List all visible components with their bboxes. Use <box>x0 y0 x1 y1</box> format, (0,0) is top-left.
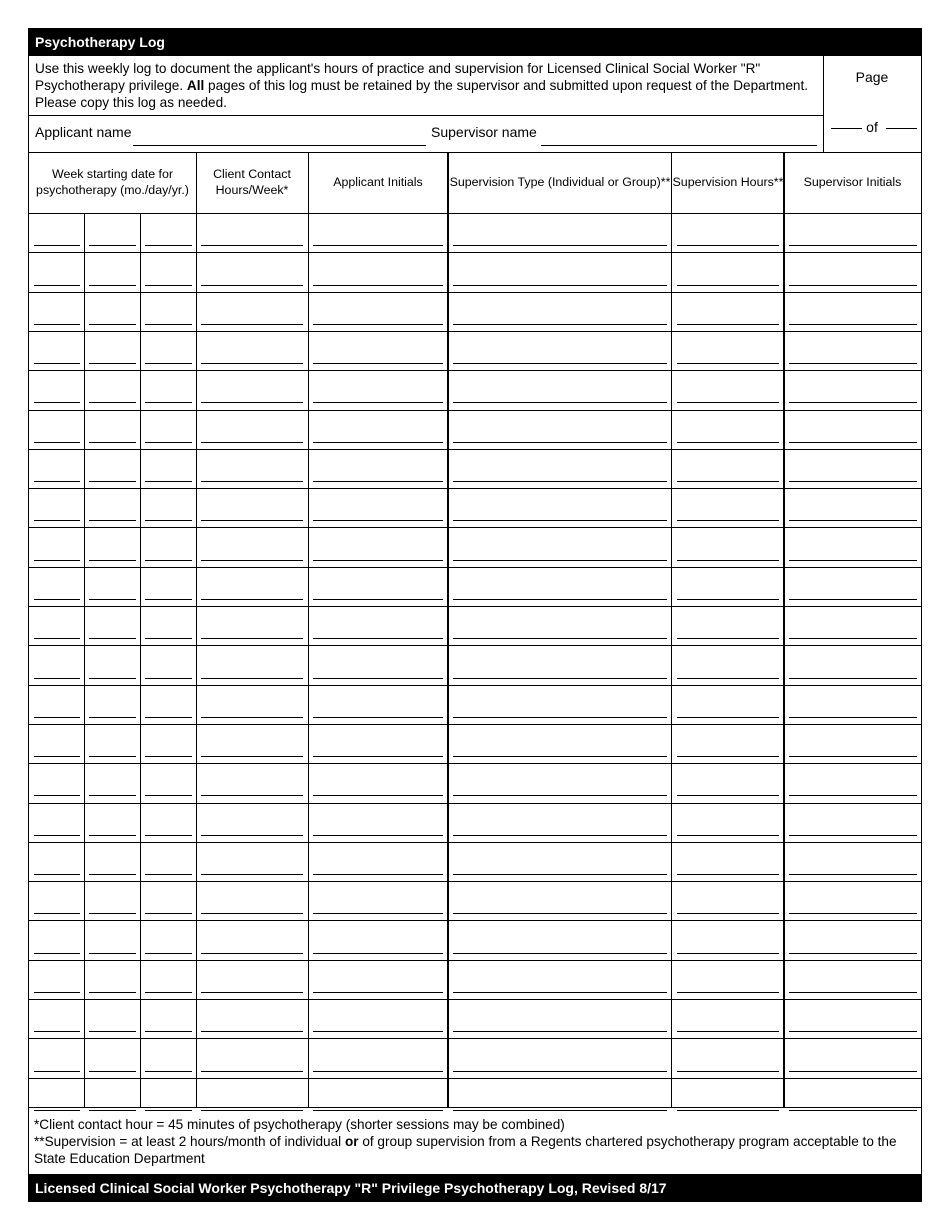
week-day-field[interactable] <box>89 442 136 443</box>
week-year-field[interactable] <box>145 795 192 796</box>
week-month-field[interactable] <box>34 285 80 286</box>
week-day-field[interactable] <box>89 835 136 836</box>
client-contact-hours-field[interactable] <box>201 599 303 600</box>
week-year-field[interactable] <box>145 324 192 325</box>
column-header-week-start: Week starting date for psychotherapy (mo./day/yr.) <box>36 167 189 197</box>
client-contact-hours-field[interactable] <box>201 363 303 364</box>
week-year-field[interactable] <box>145 481 192 482</box>
applicant-initials-field[interactable] <box>313 363 443 364</box>
client-contact-hours-field[interactable] <box>201 560 303 561</box>
client-contact-hours-field[interactable] <box>201 520 303 521</box>
week-day-field[interactable] <box>89 402 136 403</box>
client-contact-hours-field[interactable] <box>201 835 303 836</box>
divider <box>29 1107 921 1108</box>
applicant-initials-field[interactable] <box>313 599 443 600</box>
table-row <box>29 960 921 999</box>
client-contact-hours-field[interactable] <box>201 481 303 482</box>
row-divider <box>29 370 921 371</box>
page-number-box <box>823 56 921 153</box>
column-header-supervisor-initials: Supervisor Initials <box>803 174 902 189</box>
table-row <box>29 331 921 370</box>
supervision-type-field[interactable] <box>453 599 667 600</box>
week-month-field[interactable] <box>34 520 80 521</box>
column-header-supervision-type: Supervision Type (Individual or Group)** <box>449 174 671 189</box>
client-contact-hours-field[interactable] <box>201 756 303 757</box>
footnote-supervision <box>34 1133 914 1167</box>
row-divider <box>29 685 921 686</box>
applicant-initials-field[interactable] <box>313 285 443 286</box>
supervision-hours-field[interactable] <box>677 1110 779 1111</box>
applicant-initials-field[interactable] <box>313 795 443 796</box>
client-contact-hours-field[interactable] <box>201 992 303 993</box>
week-month-field[interactable] <box>34 481 80 482</box>
client-contact-hours-field[interactable] <box>201 324 303 325</box>
week-month-field[interactable] <box>34 402 80 403</box>
supervision-type-field[interactable] <box>453 1071 667 1072</box>
week-month-field[interactable] <box>34 953 80 954</box>
supervision-type-field[interactable] <box>453 717 667 718</box>
supervision-hours-field[interactable] <box>677 835 779 836</box>
supervision-hours-field[interactable] <box>677 1071 779 1072</box>
week-month-field[interactable] <box>34 717 80 718</box>
supervision-hours-field[interactable] <box>677 717 779 718</box>
table-row <box>29 999 921 1038</box>
supervisor-initials-field[interactable] <box>789 1071 917 1072</box>
applicant-initials-field[interactable] <box>313 481 443 482</box>
row-divider <box>29 724 921 725</box>
applicant-initials-field[interactable] <box>313 560 443 561</box>
client-contact-hours-field[interactable] <box>201 913 303 914</box>
row-divider <box>29 213 921 214</box>
supervision-type-field[interactable] <box>453 992 667 993</box>
applicant-initials-field[interactable] <box>313 717 443 718</box>
week-year-field[interactable] <box>145 245 192 246</box>
supervision-type-field[interactable] <box>453 560 667 561</box>
week-day-field[interactable] <box>89 324 136 325</box>
table-row <box>29 881 921 920</box>
supervisor-initials-field[interactable] <box>789 874 917 875</box>
week-month-field[interactable] <box>34 442 80 443</box>
supervision-type-field[interactable] <box>453 756 667 757</box>
log-table <box>29 152 921 1107</box>
row-divider <box>29 252 921 253</box>
footnotes <box>34 1116 914 1167</box>
client-contact-hours-field[interactable] <box>201 442 303 443</box>
table-row <box>29 842 921 881</box>
table-row <box>29 449 921 488</box>
row-divider <box>29 881 921 882</box>
client-contact-hours-field[interactable] <box>201 1110 303 1111</box>
page-of-row <box>824 119 920 139</box>
table-row <box>29 213 921 252</box>
supervision-hours-field[interactable] <box>677 795 779 796</box>
row-divider <box>29 999 921 1000</box>
supervisor-initials-field[interactable] <box>789 402 917 403</box>
footnote-supervision-part-2: of group supervision from a Regents chartered psychotherapy program acceptable to the State Education Department <box>34 1134 897 1166</box>
week-day-field[interactable] <box>89 756 136 757</box>
week-day-field[interactable] <box>89 245 136 246</box>
page-total-field[interactable] <box>886 128 917 129</box>
week-year-field[interactable] <box>145 913 192 914</box>
week-month-field[interactable] <box>34 756 80 757</box>
supervision-type-field[interactable] <box>453 285 667 286</box>
week-month-field[interactable] <box>34 1071 80 1072</box>
week-year-field[interactable] <box>145 1071 192 1072</box>
table-row <box>29 410 921 449</box>
week-month-field[interactable] <box>34 560 80 561</box>
week-year-field[interactable] <box>145 363 192 364</box>
supervisor-name-label: Supervisor name <box>431 124 537 140</box>
supervisor-initials-field[interactable] <box>789 678 917 679</box>
supervisor-initials-field[interactable] <box>789 638 917 639</box>
client-contact-hours-field[interactable] <box>201 795 303 796</box>
week-month-field[interactable] <box>34 835 80 836</box>
supervisor-initials-field[interactable] <box>789 717 917 718</box>
supervision-hours-field[interactable] <box>677 599 779 600</box>
week-day-field[interactable] <box>89 638 136 639</box>
week-day-field[interactable] <box>89 481 136 482</box>
applicant-initials-field[interactable] <box>313 245 443 246</box>
supervision-type-field[interactable] <box>453 913 667 914</box>
row-divider <box>29 920 921 921</box>
applicant-initials-field[interactable] <box>313 953 443 954</box>
week-year-field[interactable] <box>145 874 192 875</box>
week-year-field[interactable] <box>145 638 192 639</box>
client-contact-hours-field[interactable] <box>201 245 303 246</box>
row-divider <box>29 331 921 332</box>
column-header-client-contact-hours: Client Contact Hours/Week* <box>213 167 291 197</box>
supervisor-initials-field[interactable] <box>789 795 917 796</box>
instructions-text <box>35 60 820 111</box>
week-day-field[interactable] <box>89 1110 136 1111</box>
table-row <box>29 920 921 959</box>
week-month-field[interactable] <box>34 599 80 600</box>
instructions-part-1: Use this weekly log to document the applicant's hours of practice and supervision for Licensed Clinical Social Worker "R" Psychotherapy privilege. <box>35 61 761 93</box>
row-divider <box>29 1078 921 1079</box>
applicant-name-field[interactable] <box>133 145 426 146</box>
supervisor-initials-field[interactable] <box>789 363 917 364</box>
table-row <box>29 252 921 291</box>
supervision-hours-field[interactable] <box>677 560 779 561</box>
supervision-hours-field[interactable] <box>677 1031 779 1032</box>
client-contact-hours-field[interactable] <box>201 953 303 954</box>
week-day-field[interactable] <box>89 1031 136 1032</box>
supervision-type-field[interactable] <box>453 363 667 364</box>
row-divider <box>29 606 921 607</box>
supervision-hours-field[interactable] <box>677 953 779 954</box>
week-day-field[interactable] <box>89 992 136 993</box>
table-row <box>29 527 921 566</box>
supervisor-initials-field[interactable] <box>789 481 917 482</box>
week-year-field[interactable] <box>145 835 192 836</box>
supervision-type-field[interactable] <box>453 245 667 246</box>
week-day-field[interactable] <box>89 520 136 521</box>
week-year-field[interactable] <box>145 285 192 286</box>
psychotherapy-log-form <box>28 28 922 1202</box>
client-contact-hours-field[interactable] <box>201 717 303 718</box>
week-month-field[interactable] <box>34 1031 80 1032</box>
applicant-initials-field[interactable] <box>313 442 443 443</box>
column-header-applicant-initials: Applicant Initials <box>333 174 423 189</box>
applicant-initials-field[interactable] <box>313 1110 443 1111</box>
supervision-hours-field[interactable] <box>677 442 779 443</box>
supervision-hours-field[interactable] <box>677 678 779 679</box>
supervision-hours-field[interactable] <box>677 638 779 639</box>
supervisor-name-field[interactable] <box>541 145 817 146</box>
supervision-hours-field[interactable] <box>677 756 779 757</box>
row-divider <box>29 763 921 764</box>
row-divider <box>29 803 921 804</box>
applicant-initials-field[interactable] <box>313 402 443 403</box>
table-row <box>29 292 921 331</box>
page-number-field[interactable] <box>831 128 862 129</box>
row-divider <box>29 488 921 489</box>
week-day-field[interactable] <box>89 285 136 286</box>
supervisor-initials-field[interactable] <box>789 599 917 600</box>
week-day-field[interactable] <box>89 363 136 364</box>
week-day-field[interactable] <box>89 678 136 679</box>
supervisor-initials-field[interactable] <box>789 913 917 914</box>
supervision-hours-field[interactable] <box>677 913 779 914</box>
applicant-initials-field[interactable] <box>313 678 443 679</box>
supervisor-initials-field[interactable] <box>789 756 917 757</box>
row-divider <box>29 645 921 646</box>
applicant-initials-field[interactable] <box>313 874 443 875</box>
client-contact-hours-field[interactable] <box>201 678 303 679</box>
row-divider <box>29 292 921 293</box>
applicant-initials-field[interactable] <box>313 1031 443 1032</box>
week-year-field[interactable] <box>145 953 192 954</box>
client-contact-hours-field[interactable] <box>201 1071 303 1072</box>
table-row <box>29 763 921 802</box>
supervision-hours-field[interactable] <box>677 285 779 286</box>
supervisor-initials-field[interactable] <box>789 992 917 993</box>
week-month-field[interactable] <box>34 678 80 679</box>
row-divider <box>29 527 921 528</box>
form-title: Psychotherapy Log <box>29 29 921 56</box>
supervision-type-field[interactable] <box>453 638 667 639</box>
client-contact-hours-field[interactable] <box>201 1031 303 1032</box>
supervisor-initials-field[interactable] <box>789 442 917 443</box>
table-row <box>29 724 921 763</box>
footnote-supervision-bold-or: or <box>344 1134 359 1149</box>
applicant-initials-field[interactable] <box>313 835 443 836</box>
supervision-hours-field[interactable] <box>677 324 779 325</box>
row-divider <box>29 567 921 568</box>
client-contact-hours-field[interactable] <box>201 874 303 875</box>
supervision-hours-field[interactable] <box>677 874 779 875</box>
table-row <box>29 567 921 606</box>
week-month-field[interactable] <box>34 324 80 325</box>
row-divider <box>29 410 921 411</box>
supervision-hours-field[interactable] <box>677 992 779 993</box>
applicant-initials-field[interactable] <box>313 913 443 914</box>
applicant-initials-field[interactable] <box>313 756 443 757</box>
supervision-hours-field[interactable] <box>677 520 779 521</box>
supervision-hours-field[interactable] <box>677 245 779 246</box>
supervisor-initials-field[interactable] <box>789 1110 917 1111</box>
supervision-type-field[interactable] <box>453 402 667 403</box>
table-row <box>29 803 921 842</box>
instructions-part-2: pages of this log must be retained by the supervisor and submitted upon request of the Department. Please copy this log as needed. <box>35 78 809 110</box>
table-row <box>29 645 921 684</box>
supervisor-initials-field[interactable] <box>789 1031 917 1032</box>
week-year-field[interactable] <box>145 599 192 600</box>
week-day-field[interactable] <box>89 795 136 796</box>
table-row <box>29 1038 921 1077</box>
supervision-hours-field[interactable] <box>677 402 779 403</box>
row-divider <box>29 1038 921 1039</box>
supervisor-initials-field[interactable] <box>789 245 917 246</box>
footnote-supervision-part-1: **Supervision = at least 2 hours/month of individual <box>34 1134 345 1149</box>
week-year-field[interactable] <box>145 560 192 561</box>
row-divider <box>29 960 921 961</box>
client-contact-hours-field[interactable] <box>201 285 303 286</box>
table-row <box>29 370 921 409</box>
week-day-field[interactable] <box>89 717 136 718</box>
week-month-field[interactable] <box>34 245 80 246</box>
client-contact-hours-field[interactable] <box>201 402 303 403</box>
week-year-field[interactable] <box>145 1031 192 1032</box>
applicant-initials-field[interactable] <box>313 638 443 639</box>
supervision-type-field[interactable] <box>453 520 667 521</box>
week-year-field[interactable] <box>145 402 192 403</box>
week-year-field[interactable] <box>145 992 192 993</box>
week-year-field[interactable] <box>145 717 192 718</box>
form-footer: Licensed Clinical Social Worker Psychotherapy "R" Privilege Psychotherapy Log, Revised 8/17 <box>29 1174 921 1201</box>
supervisor-initials-field[interactable] <box>789 953 917 954</box>
row-divider <box>29 449 921 450</box>
page-label: Page <box>855 69 889 85</box>
page-of-label: of <box>866 119 878 135</box>
week-year-field[interactable] <box>145 1110 192 1111</box>
supervisor-initials-field[interactable] <box>789 560 917 561</box>
applicant-initials-field[interactable] <box>313 992 443 993</box>
table-row <box>29 606 921 645</box>
divider <box>29 115 823 116</box>
supervision-type-field[interactable] <box>453 874 667 875</box>
week-day-field[interactable] <box>89 599 136 600</box>
supervision-type-field[interactable] <box>453 795 667 796</box>
supervision-type-field[interactable] <box>453 1031 667 1032</box>
week-day-field[interactable] <box>89 1071 136 1072</box>
week-month-field[interactable] <box>34 874 80 875</box>
week-month-field[interactable] <box>34 795 80 796</box>
week-day-field[interactable] <box>89 874 136 875</box>
supervision-type-field[interactable] <box>453 953 667 954</box>
week-year-field[interactable] <box>145 678 192 679</box>
footnote-client-contact: *Client contact hour = 45 minutes of psychotherapy (shorter sessions may be combined) <box>34 1117 565 1132</box>
instructions-bold-all: All <box>186 78 205 93</box>
column-header-supervision-hours: Supervision Hours** <box>672 174 784 189</box>
applicant-initials-field[interactable] <box>313 1071 443 1072</box>
week-day-field[interactable] <box>89 560 136 561</box>
week-day-field[interactable] <box>89 953 136 954</box>
supervision-type-field[interactable] <box>453 1110 667 1111</box>
applicant-initials-field[interactable] <box>313 520 443 521</box>
client-contact-hours-field[interactable] <box>201 638 303 639</box>
week-day-field[interactable] <box>89 913 136 914</box>
supervision-type-field[interactable] <box>453 442 667 443</box>
supervision-type-field[interactable] <box>453 678 667 679</box>
supervisor-initials-field[interactable] <box>789 835 917 836</box>
supervision-hours-field[interactable] <box>677 363 779 364</box>
supervision-hours-field[interactable] <box>677 481 779 482</box>
table-row <box>29 1078 921 1117</box>
row-divider <box>29 842 921 843</box>
week-month-field[interactable] <box>34 638 80 639</box>
week-month-field[interactable] <box>34 992 80 993</box>
supervision-type-field[interactable] <box>453 324 667 325</box>
supervision-type-field[interactable] <box>453 835 667 836</box>
week-year-field[interactable] <box>145 442 192 443</box>
applicant-name-label: Applicant name <box>35 124 132 140</box>
table-row <box>29 488 921 527</box>
table-row <box>29 685 921 724</box>
week-year-field[interactable] <box>145 520 192 521</box>
supervision-type-field[interactable] <box>453 481 667 482</box>
supervisor-initials-field[interactable] <box>789 520 917 521</box>
week-month-field[interactable] <box>34 913 80 914</box>
week-year-field[interactable] <box>145 756 192 757</box>
week-month-field[interactable] <box>34 1110 80 1111</box>
applicant-initials-field[interactable] <box>313 324 443 325</box>
supervisor-initials-field[interactable] <box>789 285 917 286</box>
supervisor-initials-field[interactable] <box>789 324 917 325</box>
week-month-field[interactable] <box>34 363 80 364</box>
